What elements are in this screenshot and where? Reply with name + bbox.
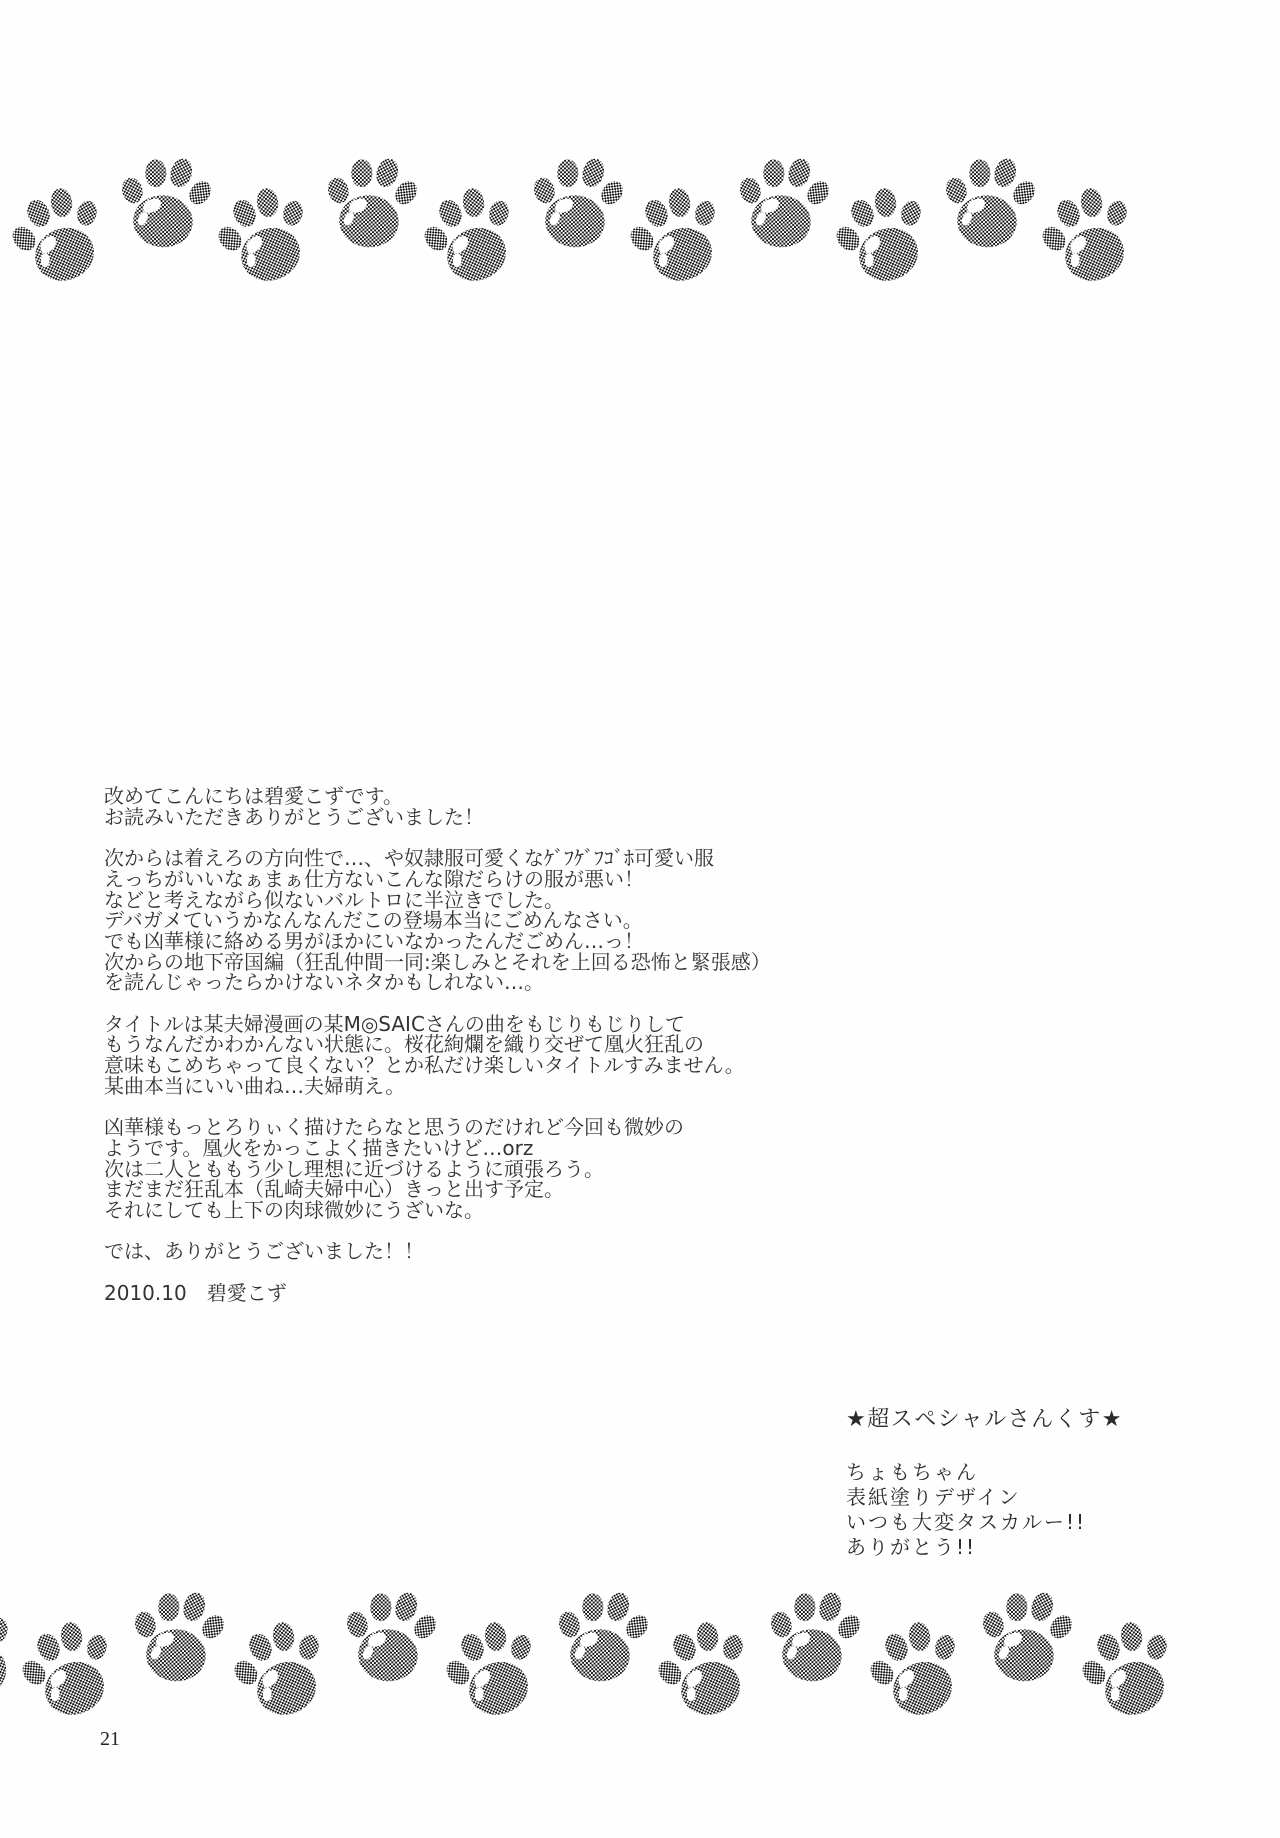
afterword-line: 次からの地下帝国編（狂乱仲間一同:楽しみとそれを上回る恐怖と緊張感） [104,949,771,974]
special-thanks-line: ちょもちゃん [846,1460,978,1484]
special-thanks-title: ★超スペシャルさんくす★ [846,1407,1124,1432]
special-thanks-line: ありがとう!! [846,1535,977,1559]
paw-print-icon [1069,1608,1186,1728]
special-thanks-line: 表紙塗りデザイン [846,1485,1021,1509]
afterword-line: えっちがいいなぁまぁ仕方ないこんな隙だらけの服が悪い！ [104,866,644,891]
afterword-line: もうなんだかわかんない状態に。桜花絢爛を織り交ぜて凰火狂乱の [104,1032,704,1057]
afterword-line: などと考えながら似ないバルトロに半泣きでした。 [104,887,564,912]
afterword-line: 凶華様もっとろりぃく描けたらなと思うのだけれど今回も微妙の [104,1115,684,1140]
paw-print-icon [645,1608,762,1728]
paw-print-icon [933,143,1045,258]
afterword-line: 2010.10 碧愛こず [104,1280,287,1305]
afterword-line: 意味もこめちゃって良くない？とか私だけ楽しいタイトルすみません。 [104,1053,745,1078]
afterword-text [104,786,771,1304]
paw-print-icon [433,1608,550,1728]
paw-print-icon [521,143,633,258]
afterword-line [104,1221,771,1242]
afterword-line [104,1262,771,1283]
paw-print-icon [334,1577,446,1692]
special-thanks-block [846,1406,1123,1560]
afterword-line [104,1097,771,1118]
paw-print-icon [122,1577,234,1692]
afterword-line: でも凶華様に絡める男がほかにいなかったんだごめん…っ！ [104,928,644,953]
paw-print-icon [823,174,940,294]
paw-print-icon [109,143,221,258]
paw-print-icon [727,143,839,258]
afterword-line: デバガメていうかなんなんだこの登場本当にごめんなさい。 [104,908,643,933]
paw-print-icon [221,1608,338,1728]
paw-print-icon [857,1608,974,1728]
paw-print-icon [758,1577,870,1692]
special-thanks-lines [846,1460,1123,1560]
afterword-line [104,827,771,848]
afterword-line: では、ありがとうございました！！ [104,1239,424,1264]
afterword-line: 次は二人とももう少し理想に近づけるように頑張ろう。 [104,1156,604,1181]
paw-print-icon [1029,174,1146,294]
afterword-line: ようです。凰火をかっこよく描きたいけど…orz [104,1135,534,1160]
afterword-line [104,993,771,1014]
paw-print-icon [617,174,734,294]
page-number: 21 [100,1728,120,1750]
afterword-line: 某曲本当にいい曲ね…夫婦萌え。 [104,1073,406,1098]
paw-print-icon [9,1608,126,1728]
paw-print-icon [205,174,322,294]
paw-print-icon [411,174,528,294]
paw-print-icon [546,1577,658,1692]
afterword-line: 改めてこんにちは碧愛こずです。 [104,784,403,808]
afterword-line: それにしても上下の肉球微妙にうざいな。 [104,1198,484,1223]
afterword-line: を読んじゃったらかけないネタかもしれない…。 [104,970,544,995]
afterword-line: タイトルは某夫婦漫画の某M◎SAICさんの曲をもじりもじりして [104,1011,685,1036]
special-thanks-line: いつも大変タスカルー!! [846,1510,1087,1534]
paw-print-icon [970,1577,1082,1692]
afterword-line: まだまだ狂乱本（乱崎夫婦中心）きっと出す予定。 [104,1177,564,1202]
paw-print-icon [315,143,427,258]
paw-print-icon [0,174,116,294]
afterword-line: お読みいただきありがとうございました！ [104,804,484,829]
afterword-line: 次からは着えろの方向性で…、や奴隷服可愛くなｹﾞﾌｹﾞﾌｺﾞﾎ可愛い服 [104,846,714,871]
